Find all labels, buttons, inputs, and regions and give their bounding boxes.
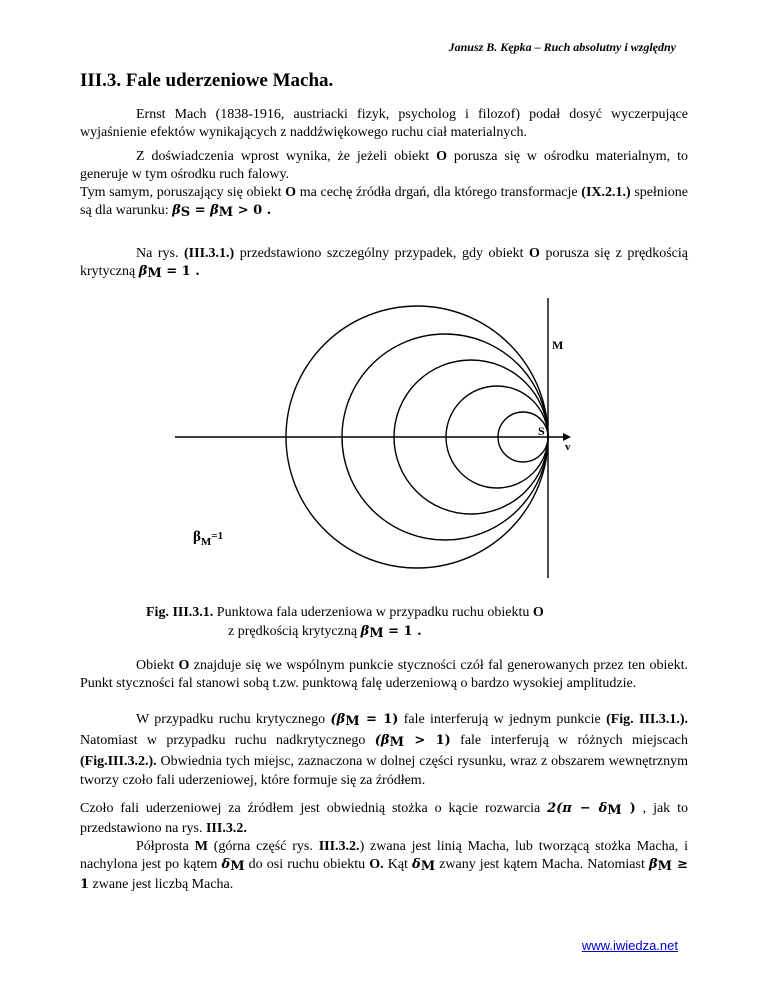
p8-text-6: zwany jest kątem Macha. Natomiast [435,857,649,872]
p7-close: ) [621,801,636,816]
p6-text-5: Obwiednia tych miejsc, zaznaczona w dolnej części rysunku, wraz z obszarem wewnętrznym tworzy czoło fali uderzeniowej, które formuje się za źródłem. [80,754,688,788]
caption-sub: M [369,626,384,641]
paragraph-7 [80,800,688,838]
p7-angle: 2(π − δ [547,801,608,816]
caption-line-2: z prędkością krytyczną [228,624,361,639]
paragraph-6 [80,710,688,790]
p8-text-7: zwane jest liczbą Macha. [89,877,234,892]
paragraph-8 [80,838,688,894]
p8-beta: β [648,857,658,872]
p3-object: O [285,185,297,200]
p5-object: O [178,658,190,673]
p8-object: O. [369,857,384,872]
p3-text: Tym samym, poruszający się obiekt [80,185,286,200]
p7-text: Czoło fali uderzeniowej za źródłem jest obwiednią stożka o kącie rozwarcia [80,801,548,816]
p8-m: M [194,839,208,854]
p3-beta-2: β [210,203,219,218]
p8-sub: M [230,859,245,874]
p8-delta-2: δ [412,857,421,872]
beta-label [193,529,223,548]
p2-object: O [436,149,447,164]
caption-line-1: Punktowa fala uderzeniowa w przypadku ruchu obiektu [213,605,533,620]
beta-value: =1 [211,530,224,542]
p4-text: Na rys. [136,246,185,261]
p5-text-end: znajduje się we wspólnym punkcie styczności czół fal generowanych przez ten obiekt. Punkt styczności fal stanowi sobą t.zw. punktową falę uderzeniową o bardzo wysokiej amplitudzie. [80,658,688,691]
p3-text-cond: spełnione są dla warunku: [80,185,689,218]
p6-text-4: fale interferują w różnych miejscach [450,733,689,748]
p6-ref-1: (Fig. III.3.1.). [606,712,688,727]
axis-arrow [563,433,571,441]
p8-delta: δ [221,857,231,872]
p8-sub-2: M [420,859,436,874]
beta-symbol: β [193,529,201,545]
p8-text-2: (górna część rys. [207,839,319,854]
p4-text-end: porusza się z prędkością krytyczną [80,246,689,279]
p6-text-2: fale interferują w jednym punkcie [398,712,607,727]
paragraph-4 [80,245,688,283]
p6-beta-2: (β [374,733,390,748]
p6-sub: M [345,714,360,729]
section-title: III.3. Fale uderzeniowe Macha. [80,70,334,91]
p8-ref: III.3.2. [318,839,360,854]
caption-fig-number: Fig. III.3.1. [146,605,214,620]
p6-eq: = 1) [359,712,399,727]
paragraph-5 [80,657,688,693]
p7-ref: III.3.2. [205,821,247,836]
p4-eq: = 1 . [161,264,200,279]
p6-text-3: Natomiast w przypadku ruchu nadkrytycznego [80,733,375,748]
p4-text-mid: przedstawiono szczególny przypadek, gdy obiekt [234,246,530,261]
mach-figure [0,290,768,590]
p8-text-4: do osi ruchu obiektu [244,857,370,872]
p6-sub-2: M [389,735,404,750]
paragraph-3 [80,184,688,222]
p2-text: Z doświadczenia wprost wynika, że jeżeli obiekt [136,149,437,164]
paragraph-2 [80,148,688,184]
p7-sub: M [607,803,622,818]
p3-beta: β [172,203,181,218]
p8-ge: ≥ 1 [80,857,688,892]
label-m: M [552,338,564,352]
label-s: S [538,424,545,438]
p4-beta: β [138,264,148,279]
p3-gt: > 0 . [233,203,272,218]
p4-sub: M [147,266,162,281]
caption-line-2-wrap [146,622,544,643]
p2-text-end: porusza się w ośrodku materialnym, to generuje w tym ośrodku ruch falowy. [80,149,689,182]
p3-eq: = [190,203,211,218]
p5-text: Obiekt [136,658,179,673]
caption-object: O [532,605,544,620]
p8-text: Półprosta [136,839,195,854]
p6-ref-2: (Fig.III.3.2.). [80,754,157,769]
p3-text-mid: ma cechę źródła drgań, dla którego transformacje [296,185,582,200]
beta-sub: M [200,536,212,548]
p8-text-3: ) zwana jest linią Macha, lub tworzącą stożka Macha, i nachylona jest po kątem [80,839,688,872]
paragraph-1: Ernst Mach (1838-1916, austriacki fizyk, psycholog i filozof) podał dosyć wyczerpujące wyjaśnienie efektów wynikających z naddźwiękowego ruchu ciał materialnych. [80,107,688,140]
caption-eq: = 1 . [383,624,422,639]
p7-text-2: , jak to przedstawiono na rys. [80,801,688,836]
label-v: v [565,441,571,453]
p6-text: W przypadku ruchu krytycznego [136,712,331,727]
footer-link[interactable]: www.iwiedza.net [581,938,678,953]
p4-object: O [529,246,540,261]
p8-sub-3: M [657,859,672,874]
running-header: Janusz B. Kępka – Ruch absolutny i względny [448,40,676,54]
caption-beta: β [360,624,370,639]
p8-text-5: Kąt [383,857,413,872]
p6-beta: (β [330,712,346,727]
p3-sub-m: M [218,205,234,220]
p6-gt: > 1) [403,733,451,748]
figure-caption [146,603,544,643]
p4-ref: (III.3.1.) [184,246,235,261]
p3-sub-s: S [180,205,191,220]
p3-ref: (IX.2.1.) [581,185,631,200]
